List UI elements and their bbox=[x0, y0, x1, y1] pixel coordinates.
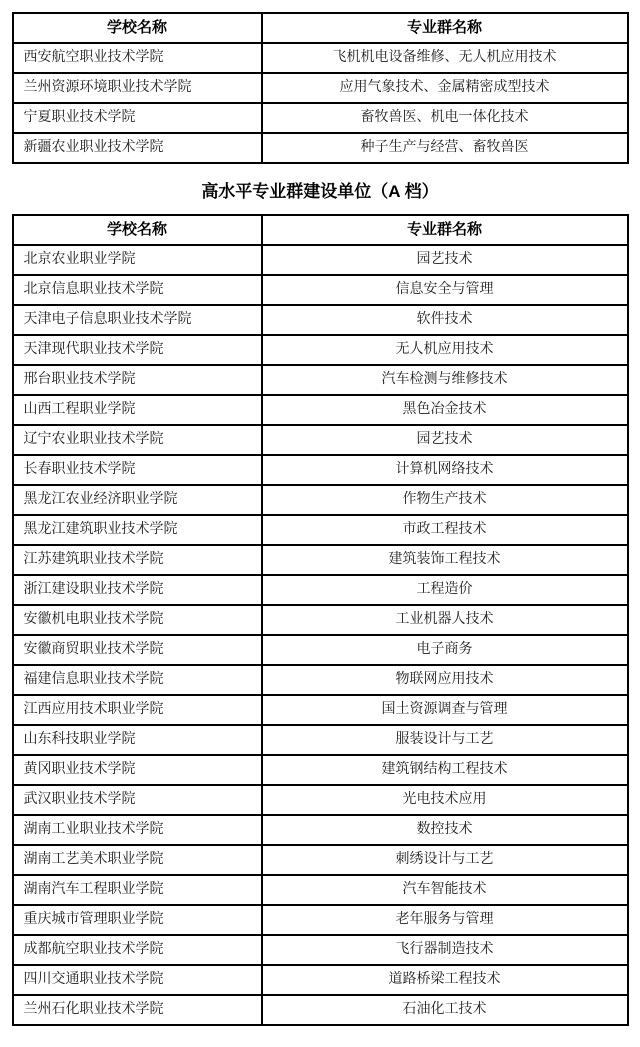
group-name-cell: 园艺技术 bbox=[262, 425, 628, 455]
table-row bbox=[13, 275, 628, 305]
table-row bbox=[13, 575, 628, 605]
group-name-cell: 建筑装饰工程技术 bbox=[262, 545, 628, 575]
school-name-cell: 安徽商贸职业技术学院 bbox=[13, 635, 262, 665]
group-name-cell: 工业机器人技术 bbox=[262, 605, 628, 635]
school-group-table-top bbox=[12, 12, 629, 164]
school-name-cell: 江西应用技术职业学院 bbox=[13, 695, 262, 725]
table-row bbox=[13, 395, 628, 425]
group-name-cell: 物联网应用技术 bbox=[262, 665, 628, 695]
group-name-cell: 软件技术 bbox=[262, 305, 628, 335]
group-name-cell: 道路桥梁工程技术 bbox=[262, 965, 628, 995]
school-name-cell: 邢台职业技术学院 bbox=[13, 365, 262, 395]
group-name-cell: 数控技术 bbox=[262, 815, 628, 845]
school-name-cell: 安徽机电职业技术学院 bbox=[13, 605, 262, 635]
group-name-cell: 园艺技术 bbox=[262, 245, 628, 275]
table-row bbox=[13, 785, 628, 815]
school-name-cell: 湖南工艺美术职业学院 bbox=[13, 845, 262, 875]
group-name-cell: 应用气象技术、金属精密成型技术 bbox=[262, 73, 628, 103]
group-name-cell: 电子商务 bbox=[262, 635, 628, 665]
table-row bbox=[13, 995, 628, 1025]
header-school-name: 学校名称 bbox=[13, 13, 262, 43]
group-name-cell: 老年服务与管理 bbox=[262, 905, 628, 935]
table-row bbox=[13, 725, 628, 755]
table-row bbox=[13, 365, 628, 395]
group-name-cell: 无人机应用技术 bbox=[262, 335, 628, 365]
group-name-cell: 建筑钢结构工程技术 bbox=[262, 755, 628, 785]
school-name-cell: 浙江建设职业技术学院 bbox=[13, 575, 262, 605]
school-name-cell: 四川交通职业技术学院 bbox=[13, 965, 262, 995]
school-name-cell: 新疆农业职业技术学院 bbox=[13, 133, 262, 163]
table-row bbox=[13, 43, 628, 73]
school-name-cell: 宁夏职业技术学院 bbox=[13, 103, 262, 133]
table-row bbox=[13, 755, 628, 785]
school-name-cell: 天津现代职业技术学院 bbox=[13, 335, 262, 365]
table-row bbox=[13, 103, 628, 133]
group-name-cell: 飞行器制造技术 bbox=[262, 935, 628, 965]
section-title: 高水平专业群建设单位（A 档） bbox=[201, 182, 439, 201]
group-name-cell: 刺绣设计与工艺 bbox=[262, 845, 628, 875]
school-name-cell: 辽宁农业职业技术学院 bbox=[13, 425, 262, 455]
school-name-cell: 湖南工业职业技术学院 bbox=[13, 815, 262, 845]
table-row bbox=[13, 965, 628, 995]
group-name-cell: 服装设计与工艺 bbox=[262, 725, 628, 755]
group-name-cell: 信息安全与管理 bbox=[262, 275, 628, 305]
school-name-cell: 西安航空职业技术学院 bbox=[13, 43, 262, 73]
group-name-cell: 工程造价 bbox=[262, 575, 628, 605]
school-name-cell: 湖南汽车工程职业学院 bbox=[13, 875, 262, 905]
school-name-cell: 成都航空职业技术学院 bbox=[13, 935, 262, 965]
table-row bbox=[13, 425, 628, 455]
group-name-cell: 光电技术应用 bbox=[262, 785, 628, 815]
school-name-cell: 福建信息职业技术学院 bbox=[13, 665, 262, 695]
school-name-cell: 重庆城市管理职业学院 bbox=[13, 905, 262, 935]
school-name-cell: 北京农业职业学院 bbox=[13, 245, 262, 275]
school-name-cell: 山东科技职业学院 bbox=[13, 725, 262, 755]
table-row bbox=[13, 605, 628, 635]
group-name-cell: 汽车智能技术 bbox=[262, 875, 628, 905]
table-row bbox=[13, 485, 628, 515]
table-row bbox=[13, 133, 628, 163]
table-header-row bbox=[13, 215, 628, 245]
header-school-name: 学校名称 bbox=[13, 215, 262, 245]
table-row bbox=[13, 815, 628, 845]
school-name-cell: 黑龙江农业经济职业学院 bbox=[13, 485, 262, 515]
table-header-row bbox=[13, 13, 628, 43]
school-name-cell: 黄冈职业技术学院 bbox=[13, 755, 262, 785]
header-group-name: 专业群名称 bbox=[262, 215, 628, 245]
table-row bbox=[13, 875, 628, 905]
school-name-cell: 北京信息职业技术学院 bbox=[13, 275, 262, 305]
group-name-cell: 飞机机电设备维修、无人机应用技术 bbox=[262, 43, 628, 73]
group-name-cell: 畜牧兽医、机电一体化技术 bbox=[262, 103, 628, 133]
table-row bbox=[13, 305, 628, 335]
school-name-cell: 长春职业技术学院 bbox=[13, 455, 262, 485]
group-name-cell: 计算机网络技术 bbox=[262, 455, 628, 485]
table-row bbox=[13, 635, 628, 665]
table-row bbox=[13, 335, 628, 365]
table-row bbox=[13, 935, 628, 965]
group-name-cell: 黑色冶金技术 bbox=[262, 395, 628, 425]
group-name-cell: 石油化工技术 bbox=[262, 995, 628, 1025]
table-row bbox=[13, 515, 628, 545]
school-name-cell: 武汉职业技术学院 bbox=[13, 785, 262, 815]
group-name-cell: 国土资源调查与管理 bbox=[262, 695, 628, 725]
table-row bbox=[13, 545, 628, 575]
school-name-cell: 兰州资源环境职业技术学院 bbox=[13, 73, 262, 103]
table-row bbox=[13, 73, 628, 103]
table-row bbox=[13, 245, 628, 275]
school-group-table-a-level bbox=[12, 214, 629, 1026]
table-row bbox=[13, 695, 628, 725]
table-row bbox=[13, 665, 628, 695]
table-row bbox=[13, 905, 628, 935]
group-name-cell: 市政工程技术 bbox=[262, 515, 628, 545]
table-row bbox=[13, 455, 628, 485]
school-name-cell: 兰州石化职业技术学院 bbox=[13, 995, 262, 1025]
school-name-cell: 天津电子信息职业技术学院 bbox=[13, 305, 262, 335]
group-name-cell: 作物生产技术 bbox=[262, 485, 628, 515]
school-name-cell: 黑龙江建筑职业技术学院 bbox=[13, 515, 262, 545]
group-name-cell: 汽车检测与维修技术 bbox=[262, 365, 628, 395]
header-group-name: 专业群名称 bbox=[262, 13, 628, 43]
group-name-cell: 种子生产与经营、畜牧兽医 bbox=[262, 133, 628, 163]
school-name-cell: 江苏建筑职业技术学院 bbox=[13, 545, 262, 575]
table-row bbox=[13, 845, 628, 875]
school-name-cell: 山西工程职业学院 bbox=[13, 395, 262, 425]
